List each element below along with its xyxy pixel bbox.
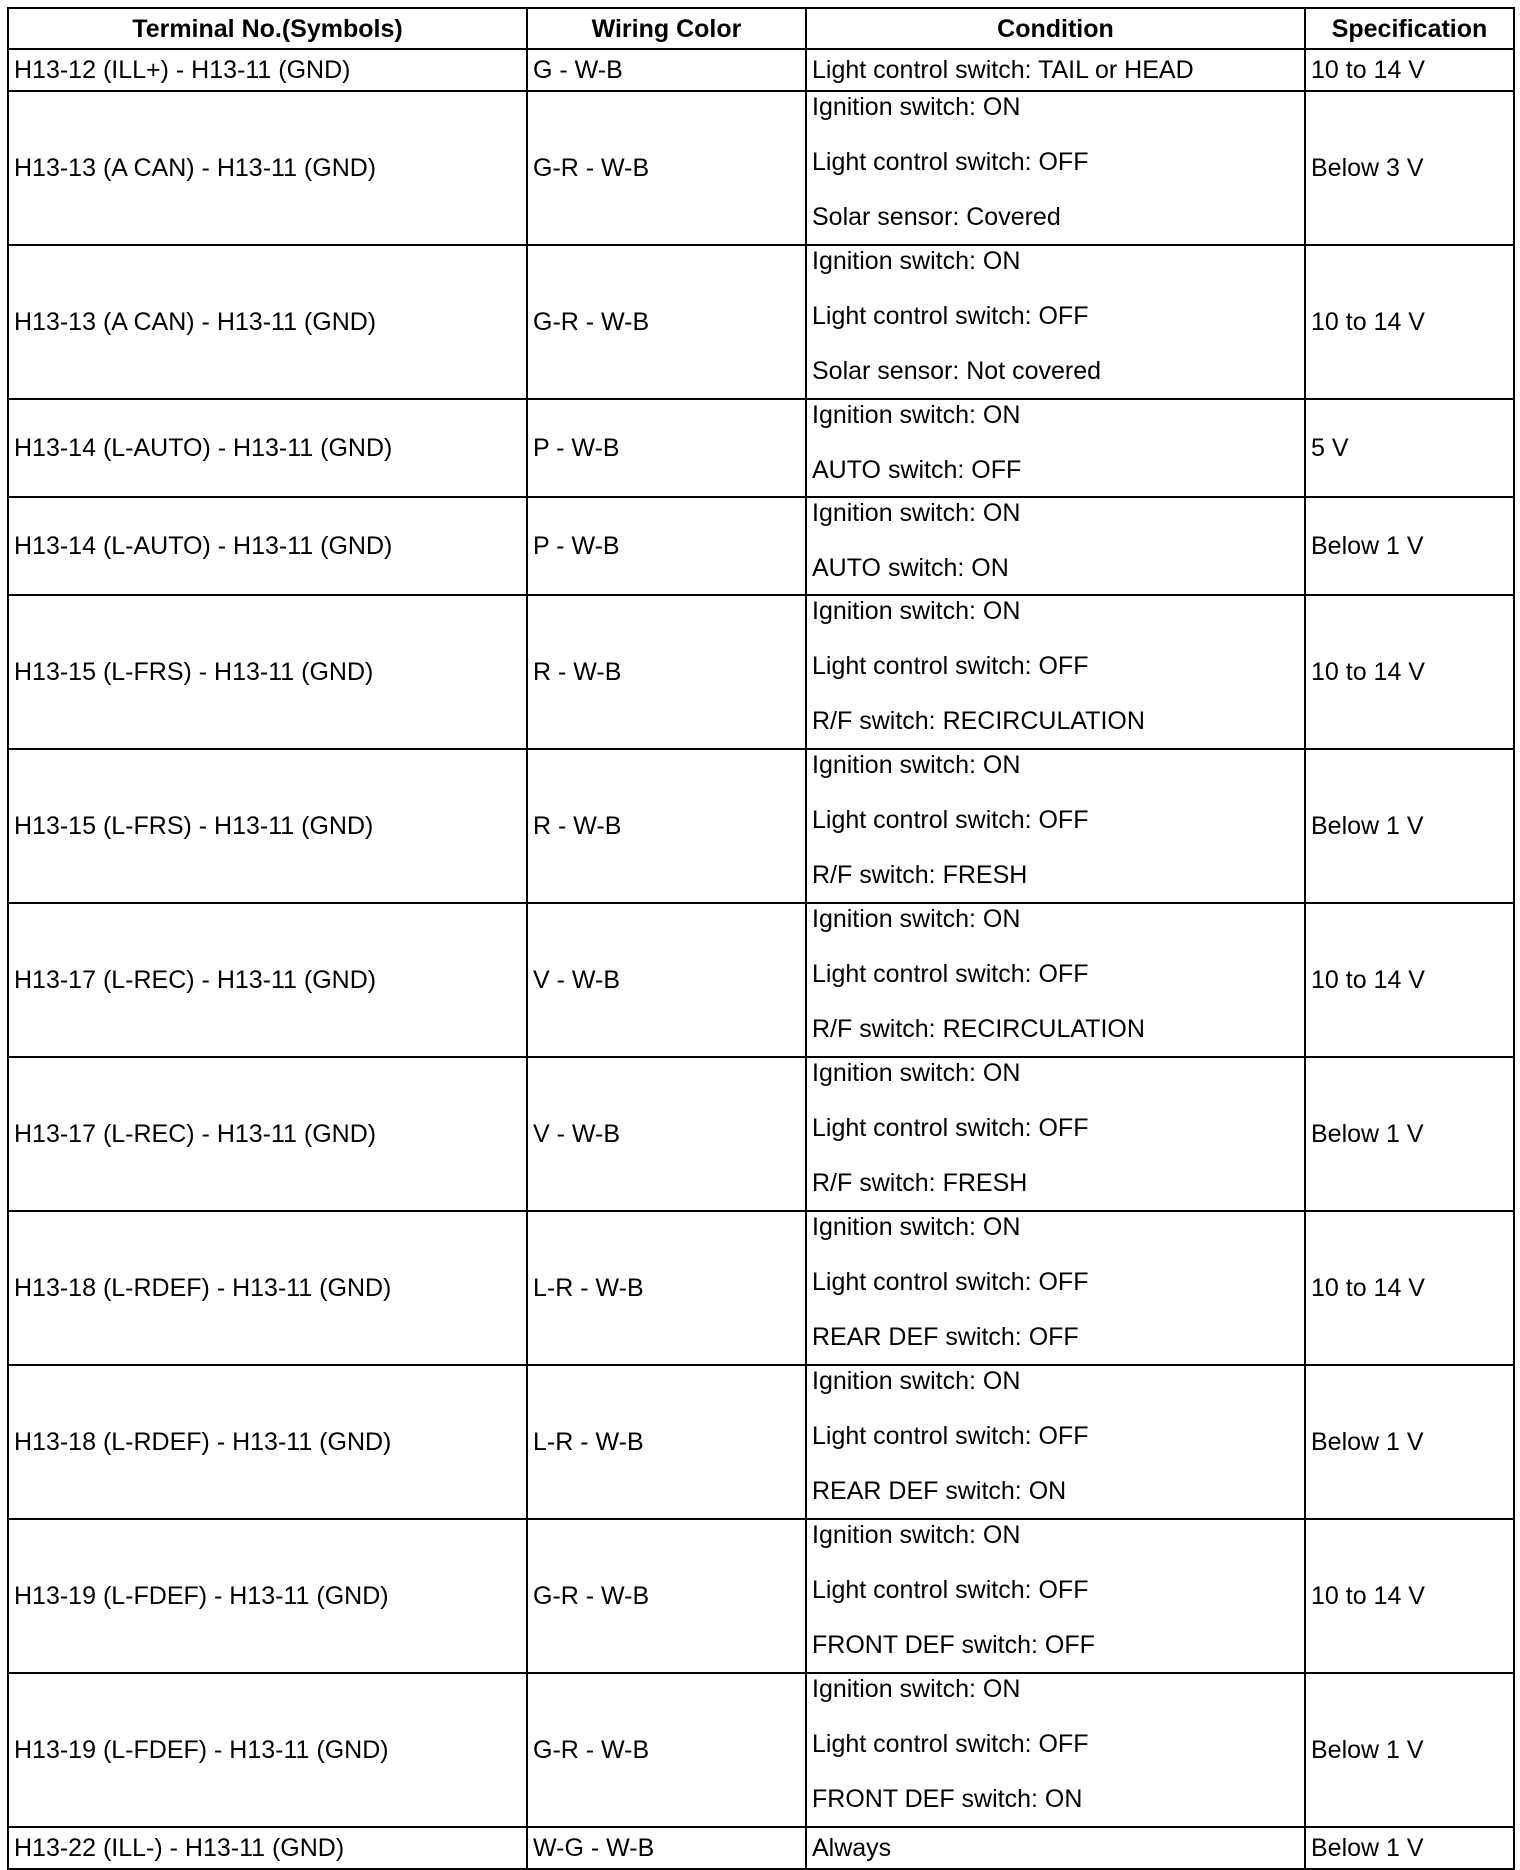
condition-line: Ignition switch: ON bbox=[812, 1059, 1021, 1087]
condition-line: AUTO switch: ON bbox=[812, 554, 1009, 582]
wiring-color-cell: W-G - W-B bbox=[527, 1827, 806, 1869]
table-row bbox=[8, 1365, 1514, 1519]
condition-line: Ignition switch: ON bbox=[812, 597, 1021, 625]
specification-cell: 10 to 14 V bbox=[1305, 49, 1514, 91]
condition-cell bbox=[806, 749, 1305, 903]
table-row bbox=[8, 399, 1514, 497]
terminal-cell: H13-19 (L-FDEF) - H13-11 (GND) bbox=[8, 1519, 527, 1673]
condition-cell: Light control switch: TAIL or HEAD bbox=[806, 49, 1305, 91]
specification-cell: 5 V bbox=[1305, 399, 1514, 497]
condition-cell bbox=[806, 399, 1305, 497]
condition-line: Ignition switch: ON bbox=[812, 93, 1021, 121]
table-row bbox=[8, 1211, 1514, 1365]
condition-line: R/F switch: RECIRCULATION bbox=[812, 1015, 1145, 1043]
terminal-cell: H13-14 (L-AUTO) - H13-11 (GND) bbox=[8, 497, 527, 595]
terminal-cell: H13-14 (L-AUTO) - H13-11 (GND) bbox=[8, 399, 527, 497]
wiring-color-cell: P - W-B bbox=[527, 497, 806, 595]
specification-cell: 10 to 14 V bbox=[1305, 903, 1514, 1057]
condition-line: R/F switch: RECIRCULATION bbox=[812, 707, 1145, 735]
table-row bbox=[8, 903, 1514, 1057]
table-row bbox=[8, 91, 1514, 245]
wiring-color-cell: R - W-B bbox=[527, 749, 806, 903]
condition-line: Ignition switch: ON bbox=[812, 905, 1021, 933]
condition-line: R/F switch: FRESH bbox=[812, 861, 1028, 889]
condition-line: Light control switch: OFF bbox=[812, 148, 1089, 176]
condition-line: REAR DEF switch: ON bbox=[812, 1477, 1067, 1505]
table-row bbox=[8, 245, 1514, 399]
condition-line: Light control switch: OFF bbox=[812, 806, 1089, 834]
condition-cell bbox=[806, 497, 1305, 595]
table-body bbox=[8, 49, 1514, 1869]
terminal-cell: H13-13 (A CAN) - H13-11 (GND) bbox=[8, 245, 527, 399]
specification-cell: Below 1 V bbox=[1305, 1673, 1514, 1827]
wiring-color-cell: G-R - W-B bbox=[527, 245, 806, 399]
condition-line: REAR DEF switch: OFF bbox=[812, 1323, 1079, 1351]
condition-line: Light control switch: OFF bbox=[812, 1268, 1089, 1296]
condition-cell bbox=[806, 903, 1305, 1057]
header-terminal: Terminal No.(Symbols) bbox=[8, 8, 527, 49]
condition-cell bbox=[806, 1211, 1305, 1365]
terminal-cell: H13-17 (L-REC) - H13-11 (GND) bbox=[8, 1057, 527, 1211]
header-wiring-color: Wiring Color bbox=[527, 8, 806, 49]
terminal-cell: H13-15 (L-FRS) - H13-11 (GND) bbox=[8, 749, 527, 903]
condition-line: Ignition switch: ON bbox=[812, 751, 1021, 779]
wiring-color-cell: P - W-B bbox=[527, 399, 806, 497]
condition-line: Light control switch: OFF bbox=[812, 652, 1089, 680]
condition-cell bbox=[806, 1519, 1305, 1673]
condition-line: Light control switch: OFF bbox=[812, 1422, 1089, 1450]
condition-line: FRONT DEF switch: OFF bbox=[812, 1631, 1095, 1659]
wiring-color-cell: G-R - W-B bbox=[527, 1519, 806, 1673]
table-row bbox=[8, 1057, 1514, 1211]
terminal-cell: H13-18 (L-RDEF) - H13-11 (GND) bbox=[8, 1211, 527, 1365]
condition-line: AUTO switch: OFF bbox=[812, 456, 1022, 484]
condition-cell bbox=[806, 91, 1305, 245]
condition-cell bbox=[806, 1365, 1305, 1519]
condition-cell bbox=[806, 595, 1305, 749]
table-header bbox=[8, 8, 1514, 49]
wiring-color-cell: V - W-B bbox=[527, 903, 806, 1057]
specification-cell: Below 1 V bbox=[1305, 749, 1514, 903]
condition-line: Ignition switch: ON bbox=[812, 499, 1021, 527]
wiring-color-cell: L-R - W-B bbox=[527, 1211, 806, 1365]
table-row bbox=[8, 49, 1514, 91]
condition-cell bbox=[806, 245, 1305, 399]
table-row bbox=[8, 595, 1514, 749]
terminal-cell: H13-19 (L-FDEF) - H13-11 (GND) bbox=[8, 1673, 527, 1827]
condition-line: Light control switch: OFF bbox=[812, 1730, 1089, 1758]
wiring-color-cell: G-R - W-B bbox=[527, 1673, 806, 1827]
terminal-cell: H13-18 (L-RDEF) - H13-11 (GND) bbox=[8, 1365, 527, 1519]
specification-cell: 10 to 14 V bbox=[1305, 245, 1514, 399]
specification-cell: 10 to 14 V bbox=[1305, 1211, 1514, 1365]
terminal-cell: H13-17 (L-REC) - H13-11 (GND) bbox=[8, 903, 527, 1057]
condition-line: FRONT DEF switch: ON bbox=[812, 1785, 1083, 1813]
specification-cell: 10 to 14 V bbox=[1305, 595, 1514, 749]
table-row bbox=[8, 497, 1514, 595]
condition-line: Ignition switch: ON bbox=[812, 1213, 1021, 1241]
specification-cell: 10 to 14 V bbox=[1305, 1519, 1514, 1673]
specification-cell: Below 1 V bbox=[1305, 1365, 1514, 1519]
specification-cell: Below 1 V bbox=[1305, 1827, 1514, 1869]
wiring-color-cell: G - W-B bbox=[527, 49, 806, 91]
wiring-color-cell: L-R - W-B bbox=[527, 1365, 806, 1519]
terminal-cell: H13-13 (A CAN) - H13-11 (GND) bbox=[8, 91, 527, 245]
header-condition: Condition bbox=[806, 8, 1305, 49]
terminal-cell: H13-15 (L-FRS) - H13-11 (GND) bbox=[8, 595, 527, 749]
condition-line: Ignition switch: ON bbox=[812, 1675, 1021, 1703]
table-row bbox=[8, 749, 1514, 903]
table-row bbox=[8, 1827, 1514, 1869]
wiring-color-cell: V - W-B bbox=[527, 1057, 806, 1211]
condition-line: Light control switch: OFF bbox=[812, 1576, 1089, 1604]
condition-line: Ignition switch: ON bbox=[812, 1367, 1021, 1395]
specification-cell: Below 1 V bbox=[1305, 497, 1514, 595]
header-specification: Specification bbox=[1305, 8, 1514, 49]
wiring-color-cell: R - W-B bbox=[527, 595, 806, 749]
table-row bbox=[8, 1519, 1514, 1673]
condition-line: Solar sensor: Covered bbox=[812, 203, 1061, 231]
specification-cell: Below 1 V bbox=[1305, 1057, 1514, 1211]
condition-line: Solar sensor: Not covered bbox=[812, 357, 1102, 385]
specification-cell: Below 3 V bbox=[1305, 91, 1514, 245]
condition-line: Light control switch: OFF bbox=[812, 960, 1089, 988]
terminal-cell: H13-22 (ILL-) - H13-11 (GND) bbox=[8, 1827, 527, 1869]
terminal-cell: H13-12 (ILL+) - H13-11 (GND) bbox=[8, 49, 527, 91]
condition-cell bbox=[806, 1057, 1305, 1211]
condition-line: Light control switch: OFF bbox=[812, 1114, 1089, 1142]
condition-line: Ignition switch: ON bbox=[812, 247, 1021, 275]
condition-cell: Always bbox=[806, 1827, 1305, 1869]
condition-line: Ignition switch: ON bbox=[812, 401, 1021, 429]
condition-cell bbox=[806, 1673, 1305, 1827]
condition-line: Ignition switch: ON bbox=[812, 1521, 1021, 1549]
wiring-color-cell: G-R - W-B bbox=[527, 91, 806, 245]
condition-line: R/F switch: FRESH bbox=[812, 1169, 1028, 1197]
terminal-spec-table bbox=[7, 7, 1515, 1870]
table-row bbox=[8, 1673, 1514, 1827]
condition-line: Light control switch: OFF bbox=[812, 302, 1089, 330]
header-row bbox=[8, 8, 1514, 49]
